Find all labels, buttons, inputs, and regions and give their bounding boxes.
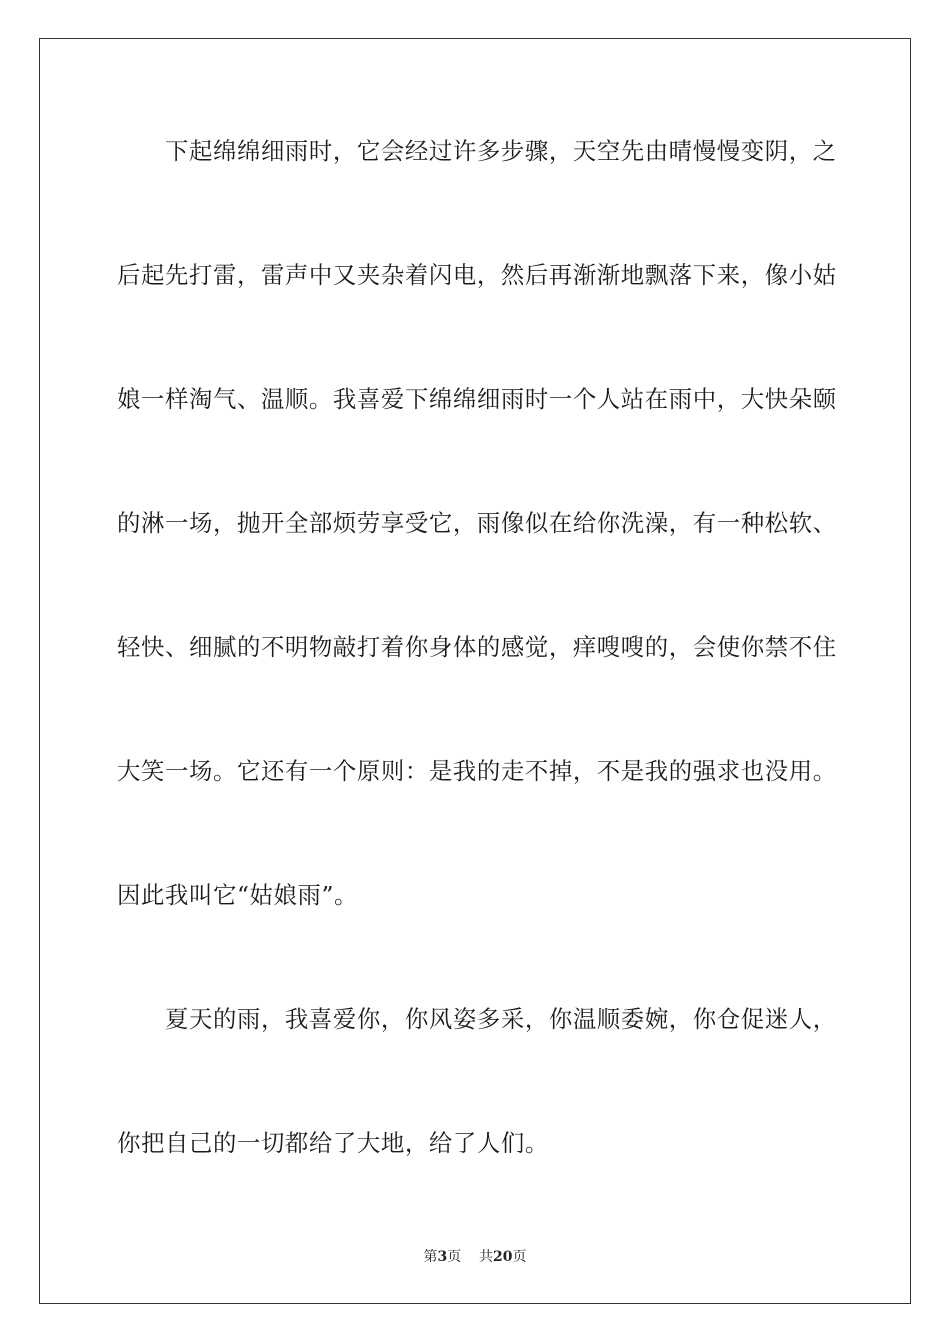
paragraph-line: 夏天的雨，我喜爱你，你风姿多采，你温顺委婉，你仓促迷人，	[117, 1005, 837, 1033]
paragraph-line: 因此我叫它“姑娘雨”。	[117, 881, 359, 909]
page-border	[39, 38, 911, 1304]
page-prefix: 第	[423, 1249, 438, 1265]
total-suffix: 页	[512, 1249, 527, 1265]
paragraph-line: 的淋一场，抛开全部烦劳享受它，雨像似在给你洗澡，有一种松软、	[117, 509, 837, 537]
paragraph-line: 轻快、细腻的不明物敲打着你身体的感觉，痒嗖嗖的，会使你禁不住	[117, 633, 837, 661]
paragraph-line: 下起绵绵细雨时，它会经过许多步骤，天空先由晴慢慢变阴，之	[117, 137, 837, 165]
total-prefix: 共	[479, 1249, 494, 1265]
total-pages: 20	[493, 1249, 513, 1265]
paragraph-line: 你把自己的一切都给了大地，给了人们。	[117, 1129, 549, 1157]
page-suffix: 页	[447, 1249, 462, 1265]
page-footer	[0, 1247, 950, 1267]
paragraph-line: 后起先打雷，雷声中又夹杂着闪电，然后再渐渐地飘落下来，像小姑	[117, 261, 837, 289]
paragraph-line: 大笑一场。它还有一个原则：是我的走不掉，不是我的强求也没用。	[117, 757, 837, 785]
paragraph-line: 娘一样淘气、温顺。我喜爱下绵绵细雨时一个人站在雨中，大快朵颐	[117, 385, 837, 413]
page-number: 3	[437, 1249, 448, 1265]
